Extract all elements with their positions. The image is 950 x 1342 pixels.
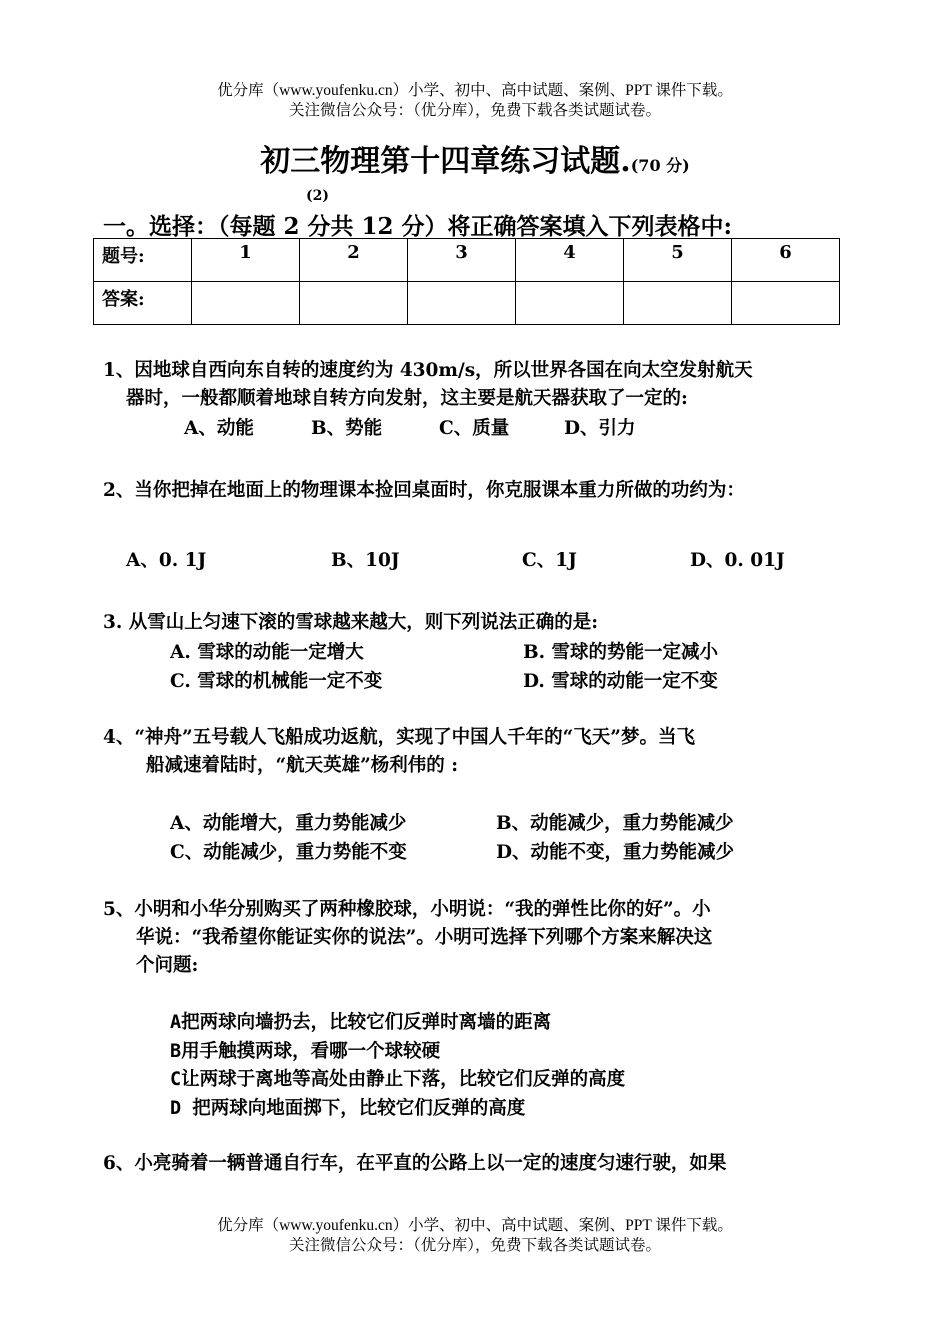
q4-line-2: 船减速着陆时，“航天英雄”杨利伟的 : [146,755,459,776]
q2-option-b: B、10J [331,550,400,571]
q4-option-d: D、动能不变，重力势能减少 [496,842,735,863]
q6-line-1: 6、小亮骑着一辆普通自行车，在平直的公路上以一定的速度匀速行驶，如果 [103,1153,727,1174]
q3-option-b: B. 雪球的势能一定减小 [523,642,719,663]
q4-option-a: A、动能增大，重力势能减少 [170,813,407,834]
header-line-1: 优分库（www.youfenku.cn）小学、初中、高中试题、案例、PPT 课件下载。 [217,82,733,99]
footer-line-1: 优分库（www.youfenku.cn）小学、初中、高中试题、案例、PPT 课件下载。 [217,1217,733,1234]
answer-cell[interactable] [300,282,408,325]
q5-line-2: 华说：“我希望你能证实你的说法”。小明可选择下列哪个方案来解决这 [136,927,713,948]
title-main: 初三物理第十四章练习试题. [260,144,631,179]
q5-line-3: 个问题: [136,955,199,976]
q2-option-a: A、0. 1J [126,550,207,571]
q2-line-1: 2、当你把掉在地面上的物理课本捡回桌面时，你克服课本重力所做的功约为： [103,480,745,501]
superscript-note: (2) [306,188,329,204]
table-row-answers [94,282,840,325]
q2-option-d: D、0. 01J [690,550,785,571]
footer-line-2: 关注微信公众号：（优分库），免费下载各类试题试卷。 [288,1237,661,1254]
q4-option-c: C、动能减少，重力势能不变 [170,842,407,863]
answer-cell[interactable] [732,282,840,325]
q1-line-1: 1、因地球自西向东自转的速度约为 430m/s，所以世界各国在向太空发射航天 [103,360,753,381]
answer-cell[interactable] [624,282,732,325]
q1-option-c: C、质量 [439,418,510,439]
answer-table [93,238,840,325]
q1-line-2: 器时，一般都顺着地球自转方向发射，这主要是航天器获取了一定的: [126,388,688,409]
question-number-cell: 2 [300,239,408,282]
row-label-answer: 答案: [94,282,192,325]
question-number-cell: 3 [408,239,516,282]
answer-cell[interactable] [408,282,516,325]
title-points: (70 分) [630,156,690,175]
q3-option-c: C. 雪球的机械能一定不变 [170,671,383,692]
q1-option-b: B、势能 [311,418,383,439]
q3-line-1: 3. 从雪山上匀速下滚的雪球越来越大，则下列说法正确的是: [103,612,599,633]
section-heading: 一。选择：（每题 2 分共 12 分）将正确答案填入下列表格中: [103,213,733,240]
q3-option-a: A. 雪球的动能一定增大 [170,642,364,663]
q5-option-b: B用手触摸两球，看哪一个球较硬 [170,1041,441,1062]
question-number-cell: 1 [192,239,300,282]
q1-option-a: A、动能 [184,418,254,439]
question-number-cell: 4 [516,239,624,282]
answer-cell[interactable] [516,282,624,325]
q5-line-1: 5、小明和小华分别购买了两种橡胶球，小明说：“我的弹性比你的好”。小 [103,899,711,920]
q3-option-d: D. 雪球的动能一定不变 [523,671,718,692]
row-label-number: 题号: [94,239,192,282]
header-line-2: 关注微信公众号：（优分库），免费下载各类试题试卷。 [288,102,661,119]
q5-option-c: C让两球于离地等高处由静止下落，比较它们反弹的高度 [170,1069,626,1090]
q5-option-d: D 把两球向地面掷下，比较它们反弹的高度 [170,1098,526,1119]
q2-option-c: C、1J [522,550,577,571]
q1-option-d: D、引力 [564,418,636,439]
question-number-cell: 6 [732,239,840,282]
page-title [0,136,950,180]
table-row-numbers [94,239,840,282]
q5-option-a: A把两球向墙扔去，比较它们反弹时离墙的距离 [170,1012,552,1033]
answer-cell[interactable] [192,282,300,325]
q4-line-1: 4、“神舟”五号载人飞船成功返航，实现了中国人千年的“飞天”梦。当飞 [103,727,695,748]
question-number-cell: 5 [624,239,732,282]
q4-option-b: B、动能减少，重力势能减少 [496,813,734,834]
